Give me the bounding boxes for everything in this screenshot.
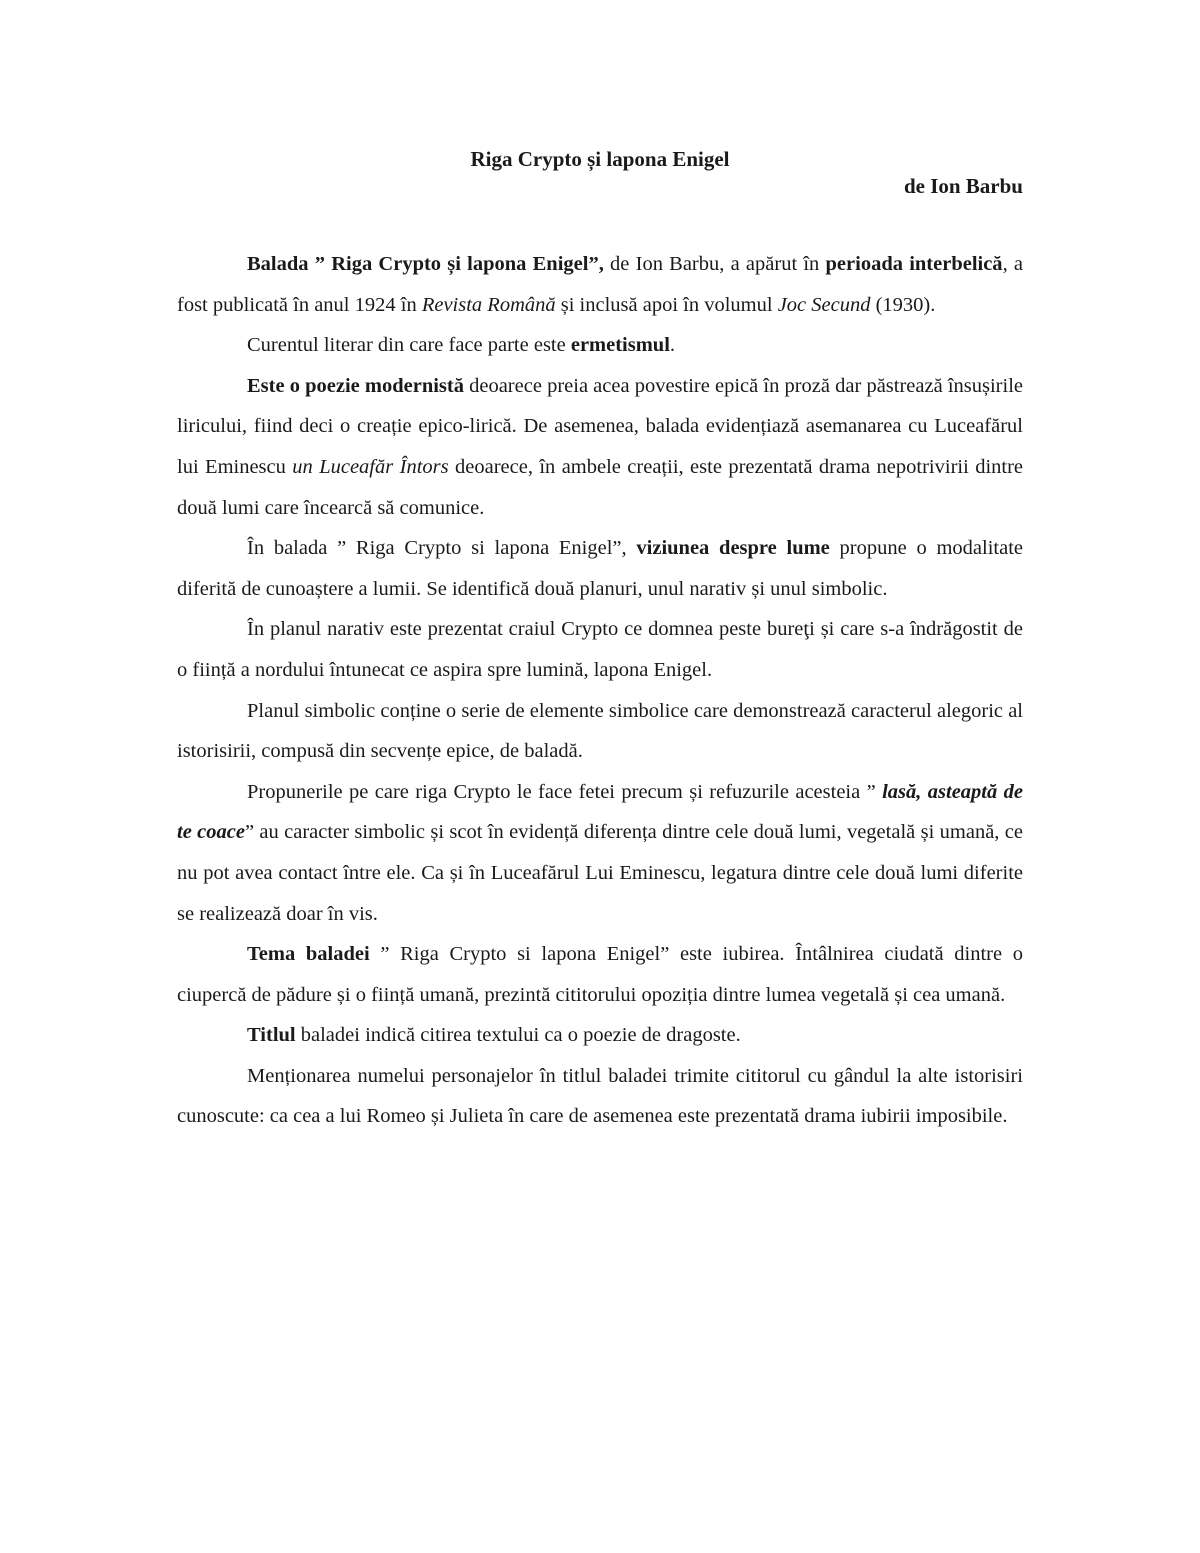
text-run: Curentul literar din care face parte este [247,334,571,357]
paragraph-names [177,1056,1023,1137]
text-bold: Titlul [247,1024,296,1047]
document-author: de Ion Barbu [903,174,1023,198]
paragraph-symbolic-plan [177,691,1023,772]
text-run: ” au caracter simbolic și scot în evidență diferența dintre cele două lumi, vegetală și umană, ce nu pot avea contact între ele. Ca și în Luceafărul Lui Eminescu, legatura dintre cele două lumi diferite se realizează doar în vis. [177,821,1023,925]
paragraph-narrative-plan [177,609,1023,690]
paragraph-title-meaning [177,1015,1023,1056]
document-title: Riga Crypto și lapona Enigel [470,147,730,171]
paragraph-worldview [177,528,1023,609]
text-run: În planul narativ este prezentat craiul Crypto ce domnea peste bureţi și care s-a îndrăgostit de o ființă a nordului întunecat ce aspira spre lumină, lapona Enigel. [177,618,1023,681]
text-run: baladei indică citirea textului ca o poezie de dragoste. [295,1024,741,1047]
paragraph-proposals [177,772,1023,934]
text-run: și inclusă apoi în volumul [555,293,778,316]
text-bold: viziunea despre lume [636,537,830,560]
text-run: Planul simbolic conține o serie de elemente simbolice care demonstrează caracterul alegoric al istorisirii, compusă din secvențe epice, de baladă. [177,699,1023,763]
text-bold-italic: lasă, asteaptă de te coace [177,780,1023,844]
paragraph-intro [177,244,1023,325]
text-run: Menționarea numelui personajelor în titlul baladei trimite cititorul cu gândul la alte istorisiri cunoscute: ca cea a lui Romeo și Julieta în care de asemenea este prezentată drama iubirii imposibile. [177,1064,1023,1128]
text-run: ” Riga Crypto si lapona Enigel” este iubirea. Întâlnirea ciudată dintre o ciupercă de pădure și o ființă umană, prezintă cititorului opoziția dintre lumea vegetală și cea umană. [177,943,1023,1006]
text-italic: Revista Română [421,293,556,316]
text-bold: perioada interbelică [825,253,1003,275]
text-italic: un Luceafăr Întors [292,455,449,478]
text-run: (1930). [870,293,936,316]
text-run: propune o modalitate diferită de cunoaștere a lumii. Se identifică două planuri, unul narativ și unul simbolic. [177,537,1023,600]
paragraph-modernist [177,366,1023,528]
paragraph-current [177,325,1023,366]
text-italic: Joc Secund [777,293,871,316]
text-run: de Ion Barbu, a apărut în [603,253,826,275]
text-run: În balada ” Riga Crypto si lapona Enigel”, [247,537,637,560]
text-run: deoarece preia acea povestire epică în proză dar păstrează însușirile liricului, fiind deci o creație epico-lirică. De asemenea, balada evidențiază asemanarea cu Luceafărul lui Eminescu [177,374,1023,478]
text-bold: Balada ” Riga Crypto și lapona Enigel”, [247,253,604,275]
document-body [177,244,1023,1137]
text-bold: ermetismul [570,334,670,357]
text-run: Propunerile pe care riga Crypto le face fetei precum și refuzurile acesteia ” [247,780,883,803]
text-run: deoarece, în ambele creații, este prezentată drama nepotrivirii dintre două lumi care încearcă să comunice. [177,455,1024,519]
text-bold: Este o poezie modernistă [247,374,464,397]
text-run: . [669,334,676,357]
paragraph-theme [177,934,1023,1015]
text-run: , a fost publicată în anul 1924 în [177,253,1024,316]
text-bold: Tema baladei [247,943,370,966]
